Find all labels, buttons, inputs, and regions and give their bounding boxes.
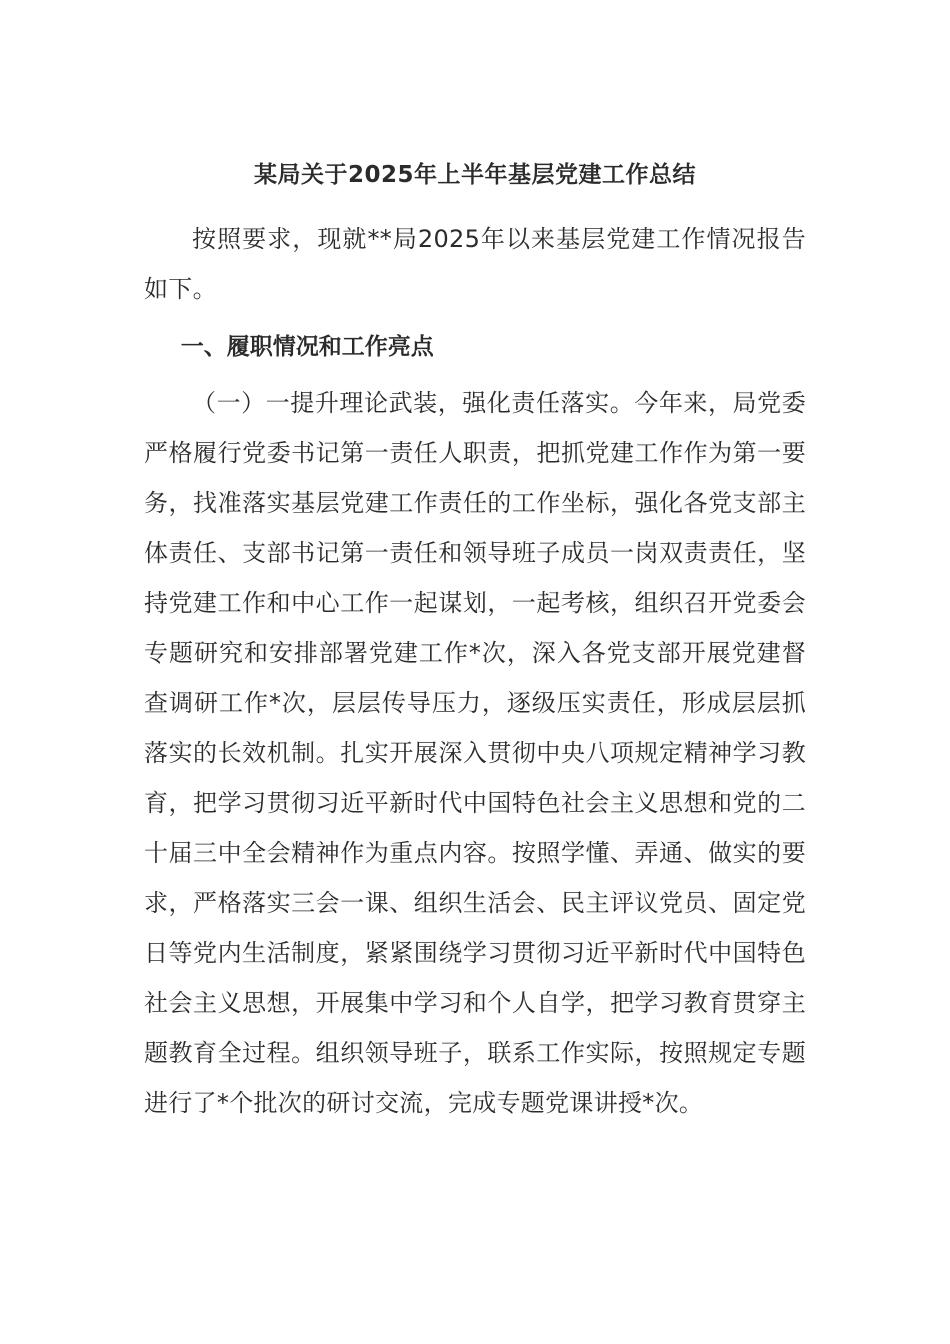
section-heading: 一、履职情况和工作亮点: [180, 334, 434, 360]
document-title: 某局关于2025年上半年基层党建工作总结: [253, 162, 696, 188]
document-body: [144, 150, 806, 1128]
body-paragraph: （一）一提升理论武装，强化责任落实。今年来，局党委严格履行党委书记第一责任人职责，把抓党建工作作为第一要务，找准落实基层党建工作责任的工作坐标，强化各党支部主体责任、支部书记第一责任和领导班子成员一岗双责责任，坚持党建工作和中心工作一起谋划，一起考核，组织召开党委会专题研究和安排部署党建工作*次，深入各党支部开展党建督查调研工作*次，层层传导压力，逐级压实责任，形成层层抓落实的长效机制。扎实开展深入贯彻中央八项规定精神学习教育，把学习贯彻习近平新时代中国特色社会主义思想和党的二十届三中全会精神作为重点内容。按照学懂、弄通、做实的要求，严格落实三会一课、组织生活会、民主评议党员、固定党日等党内生活制度，紧紧围绕学习贯彻习近平新时代中国特色社会主义思想，开展集中学习和个人自学，把学习教育贯穿主题教育全过程。组织领导班子，联系工作实际，按照规定专题进行了*个批次的研讨交流，完成专题党课讲授*次。: [144, 389, 806, 1117]
intro-paragraph: 按照要求，现就**局2025年以来基层党建工作情况报告如下。: [144, 225, 806, 303]
